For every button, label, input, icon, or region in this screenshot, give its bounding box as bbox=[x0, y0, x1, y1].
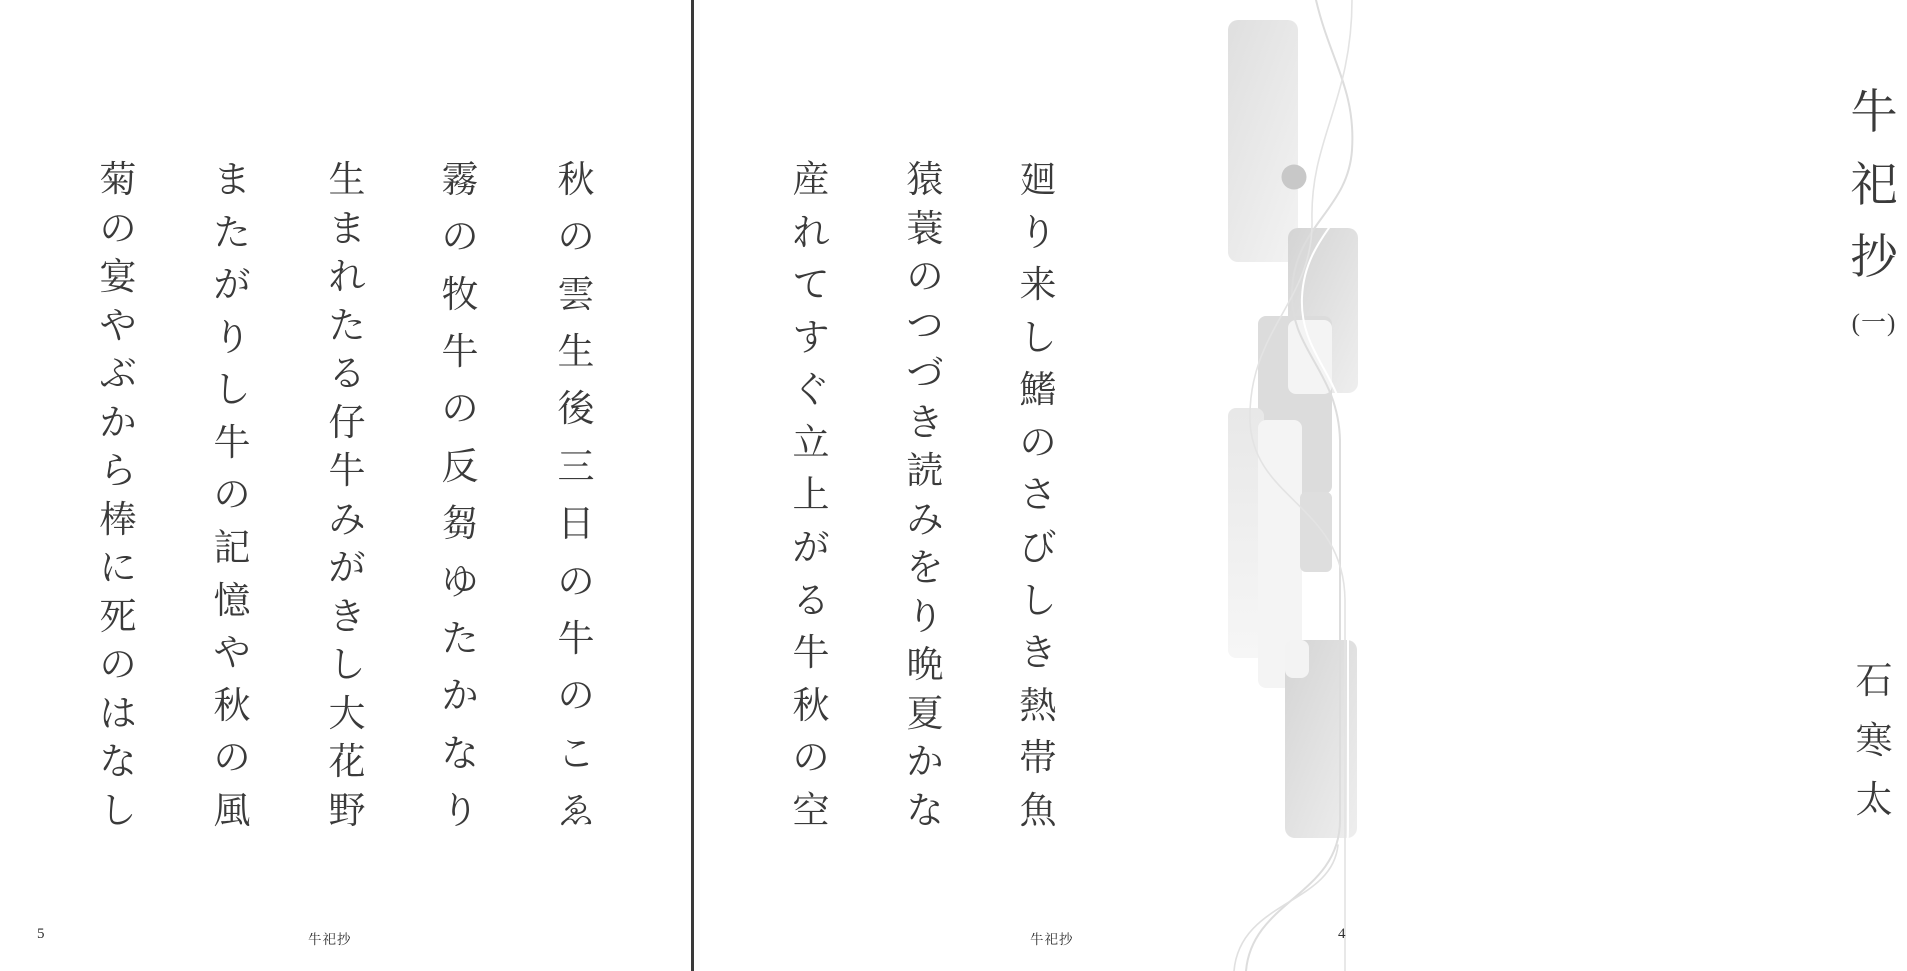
glyph: 後 bbox=[557, 389, 595, 431]
glyph: ゆ bbox=[441, 561, 479, 603]
glyph: 秋 bbox=[557, 160, 595, 201]
glyph: 蓑 bbox=[906, 208, 944, 250]
page-number-left: 5 bbox=[37, 926, 45, 942]
glyph: つ bbox=[906, 305, 944, 347]
glyph: ま bbox=[328, 208, 366, 250]
running-title-left: 牛祀抄 bbox=[308, 932, 352, 947]
page-number-right: 4 bbox=[1338, 926, 1346, 942]
glyph: た bbox=[328, 305, 366, 347]
page-gutter-divider bbox=[691, 0, 694, 971]
glyph: 読 bbox=[906, 451, 944, 493]
glyph: か bbox=[906, 742, 944, 784]
glyph: み bbox=[328, 499, 366, 541]
glyph: 廻 bbox=[1019, 160, 1057, 201]
glyph: 猿 bbox=[906, 160, 944, 201]
glyph: 熱 bbox=[1019, 685, 1057, 727]
haiku-line bbox=[210, 162, 254, 830]
haiku-line bbox=[325, 162, 369, 830]
glyph: た bbox=[441, 618, 479, 660]
glyph: の bbox=[557, 561, 595, 603]
glyph: 宴 bbox=[99, 257, 137, 299]
glyph: な bbox=[906, 790, 944, 832]
glyph: て bbox=[792, 265, 830, 307]
glyph: し bbox=[99, 790, 137, 832]
glyph: な bbox=[441, 733, 479, 775]
glyph: 産 bbox=[792, 160, 830, 201]
glyph: ゑ bbox=[557, 790, 595, 832]
glyph: 風 bbox=[213, 790, 251, 832]
glyph: 太 bbox=[1855, 780, 1893, 821]
glyph: の bbox=[792, 738, 830, 780]
glyph: の bbox=[213, 738, 251, 780]
glyph: 日 bbox=[557, 504, 595, 546]
glyph: こ bbox=[557, 733, 595, 775]
glyph: 記 bbox=[213, 528, 251, 570]
glyph: づ bbox=[906, 354, 944, 396]
glyph: 仔 bbox=[328, 402, 366, 444]
haiku-line bbox=[438, 162, 482, 830]
glyph: 上 bbox=[792, 475, 830, 517]
glyph: 棒 bbox=[99, 499, 137, 541]
glyph: 寒 bbox=[1855, 720, 1893, 762]
glyph: 魚 bbox=[1019, 790, 1057, 832]
glyph: し bbox=[328, 645, 366, 687]
glyph: 帯 bbox=[1019, 738, 1057, 780]
collection-part-number: (一) bbox=[1851, 310, 1897, 337]
glyph: た bbox=[213, 212, 251, 254]
glyph: 花 bbox=[328, 742, 366, 784]
glyph: 反 bbox=[441, 446, 479, 488]
glyph: は bbox=[99, 693, 137, 735]
glyph: す bbox=[792, 317, 830, 359]
glyph: 祀 bbox=[1850, 159, 1898, 212]
glyph: し bbox=[1019, 317, 1057, 359]
glyph: き bbox=[328, 596, 366, 638]
author-name bbox=[1850, 663, 1898, 819]
glyph: 牛 bbox=[557, 618, 595, 660]
haiku-line bbox=[789, 162, 833, 830]
glyph: か bbox=[441, 676, 479, 718]
glyph: が bbox=[328, 548, 366, 590]
glyph: 野 bbox=[328, 790, 366, 832]
glyph: 秋 bbox=[213, 685, 251, 727]
glyph: 生 bbox=[557, 332, 595, 374]
running-title-right: 牛祀抄 bbox=[1030, 932, 1074, 947]
glyph: ぐ bbox=[792, 370, 830, 412]
glyph: さ bbox=[1019, 475, 1057, 517]
glyph: る bbox=[328, 354, 366, 396]
glyph: 晩 bbox=[906, 645, 944, 687]
glyph: が bbox=[792, 528, 830, 570]
glyph: 牛 bbox=[792, 633, 830, 675]
glyph: 立 bbox=[792, 422, 830, 464]
glyph: 夏 bbox=[906, 693, 944, 735]
glyph: 秋 bbox=[792, 685, 830, 727]
glyph: 鰭 bbox=[1019, 370, 1057, 412]
glyph: が bbox=[213, 265, 251, 307]
glyph: な bbox=[99, 742, 137, 784]
glyph: り bbox=[213, 317, 251, 359]
glyph: る bbox=[792, 580, 830, 622]
glyph: 来 bbox=[1019, 265, 1057, 307]
glyph: ら bbox=[99, 451, 137, 493]
glyph: 三 bbox=[557, 446, 595, 488]
glyph: 霧 bbox=[441, 160, 479, 201]
glyph: ぶ bbox=[99, 354, 137, 396]
glyph: 牧 bbox=[441, 274, 479, 316]
glyph: に bbox=[99, 548, 137, 590]
glyph: 牛 bbox=[441, 332, 479, 374]
glyph: か bbox=[99, 402, 137, 444]
haiku-line bbox=[96, 162, 140, 830]
glyph: の bbox=[557, 676, 595, 718]
glyph: り bbox=[906, 596, 944, 638]
glyph: 憶 bbox=[213, 580, 251, 622]
glyph: き bbox=[906, 402, 944, 444]
haiku-line bbox=[903, 162, 947, 830]
glyph: れ bbox=[328, 257, 366, 299]
collection-title bbox=[1845, 87, 1903, 284]
glyph: 死 bbox=[99, 596, 137, 638]
glyph: み bbox=[906, 499, 944, 541]
glyph: 石 bbox=[1855, 661, 1893, 702]
glyph: 牛 bbox=[1850, 87, 1898, 139]
glyph: び bbox=[1019, 528, 1057, 570]
glyph: り bbox=[1019, 212, 1057, 254]
glyph: 牛 bbox=[328, 451, 366, 493]
glyph: の bbox=[441, 217, 479, 259]
glyph: 牛 bbox=[213, 422, 251, 464]
glyph: の bbox=[99, 645, 137, 687]
glyph: の bbox=[213, 475, 251, 517]
glyph: を bbox=[906, 548, 944, 590]
glyph: 芻 bbox=[441, 504, 479, 546]
glyph: き bbox=[1019, 633, 1057, 675]
haiku-line bbox=[1016, 162, 1060, 830]
glyph: 菊 bbox=[99, 160, 137, 201]
glyph: 雲 bbox=[557, 274, 595, 316]
glyph: し bbox=[1019, 580, 1057, 622]
haiku-line bbox=[554, 162, 598, 830]
glyph: の bbox=[99, 208, 137, 250]
glyph: 生 bbox=[328, 160, 366, 201]
glyph: り bbox=[441, 790, 479, 832]
glyph: し bbox=[213, 370, 251, 412]
glyph: ま bbox=[213, 160, 251, 201]
glyph: れ bbox=[792, 212, 830, 254]
glyph: の bbox=[441, 389, 479, 431]
glyph: 空 bbox=[792, 790, 830, 832]
glyph: や bbox=[99, 305, 137, 347]
glyph: や bbox=[213, 633, 251, 675]
glyph: の bbox=[1019, 422, 1057, 464]
glyph: の bbox=[557, 217, 595, 259]
glyph: 抄 bbox=[1850, 232, 1898, 284]
glyph: 大 bbox=[328, 693, 366, 735]
glyph: の bbox=[906, 257, 944, 299]
